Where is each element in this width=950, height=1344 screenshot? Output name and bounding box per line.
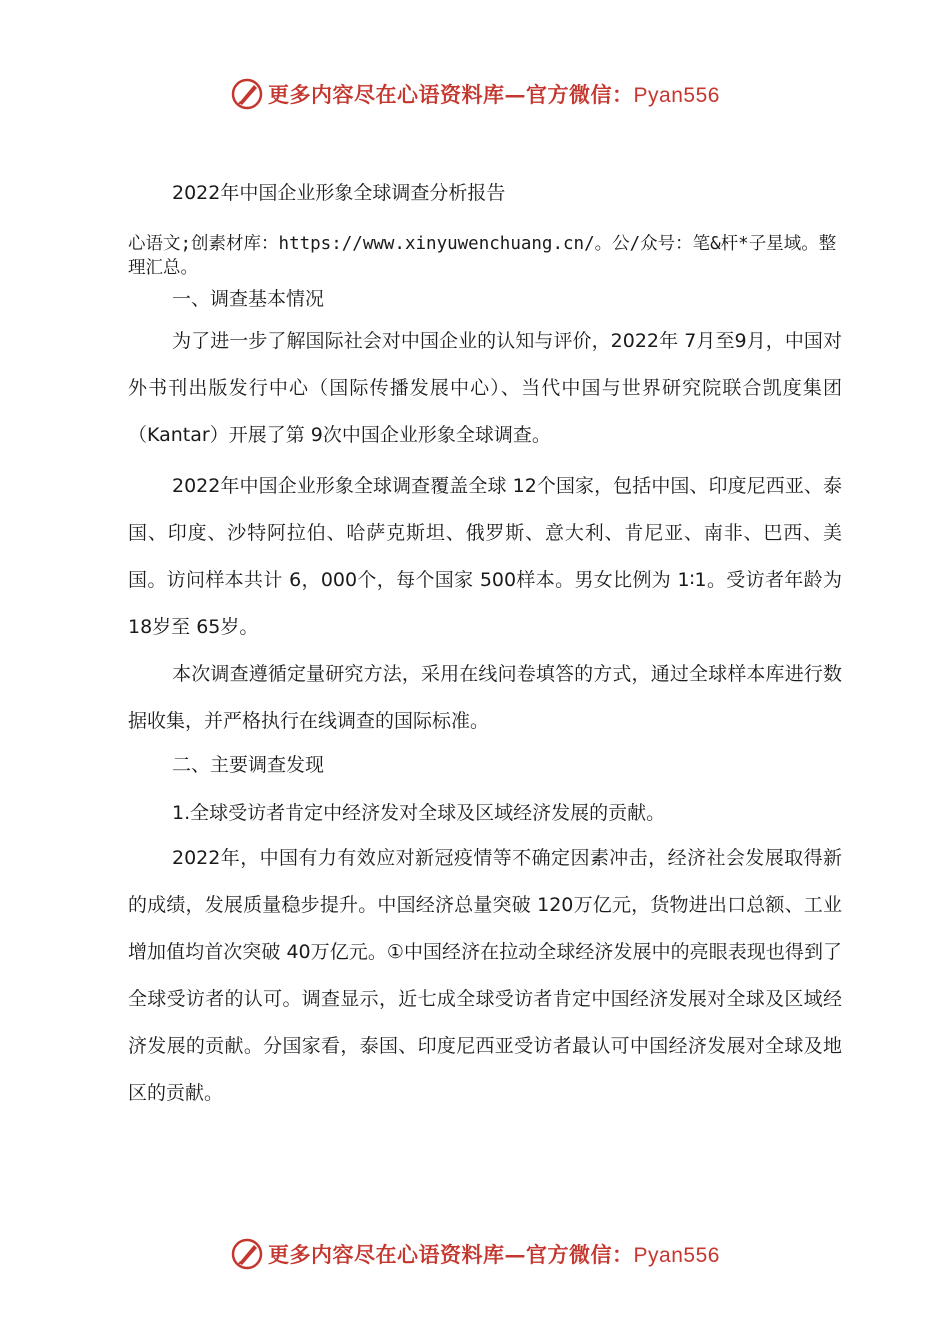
source-note: 心语文;创素材库：https://www.xinyuwenchuang.cn/。公/众号：笔&杆*子星域。整理汇总。 <box>128 234 837 278</box>
paragraph-3: 本次调查遵循定量研究方法，采用在线问卷填答的方式，通过全球样本库进行数据收集，并严格执行在线调查的国际标准。 <box>128 663 842 732</box>
quill-pen-logo-icon <box>230 1237 264 1271</box>
watermark-text: 更多内容尽在心语资料库—官方微信：Pyan556 <box>268 82 720 107</box>
watermark-text: 更多内容尽在心语资料库—官方微信：Pyan556 <box>268 1242 720 1267</box>
paragraph-4: 2022年，中国有力有效应对新冠疫情等不确定因素冲击，经济社会发展取得新的成绩，发展质量稳步提升。中国经济总量突破 120万亿元，货物进出口总额、工业增加值均首次突破 40万亿元。①中国经济在拉动全球经济发展中的亮眼表现也得到了全球受访者的认可。调查显示，近七成全球受访者肯定中国经济发展对全球及区域经济发展的贡献。分国家看，泰国、印度尼西亚受访者最认可中国经济发展对全球及地区的贡献。 <box>128 847 842 1104</box>
header-watermark <box>0 74 950 114</box>
paragraph-1: 为了进一步了解国际社会对中国企业的认知与评价，2022年 7月至9月，中国对外书刊出版发行中心（国际传播发展中心）、当代中国与世界研究院联合凯度集团（Kantar）开展了第 9次中国企业形象全球调查。 <box>128 330 842 446</box>
paragraph-2: 2022年中国企业形象全球调查覆盖全球 12个国家，包括中国、印度尼西亚、泰国、印度、沙特阿拉伯、哈萨克斯坦、俄罗斯、意大利、肯尼亚、南非、巴西、美国。访问样本共计 6，000个，每个国家 500样本。男女比例为 1∶1。受访者年龄为 18岁至 65岁。 <box>128 475 842 638</box>
finding-heading-1: 1.全球受访者肯定中经济发对全球及区域经济发展的贡献。 <box>172 802 666 824</box>
document-title: 2022年中国企业形象全球调查分析报告 <box>172 182 506 204</box>
quill-pen-logo-icon <box>230 77 264 111</box>
footer-watermark <box>0 1234 950 1274</box>
section-heading-1: 一、调查基本情况 <box>172 288 325 310</box>
section-heading-2: 二、主要调查发现 <box>172 754 325 776</box>
